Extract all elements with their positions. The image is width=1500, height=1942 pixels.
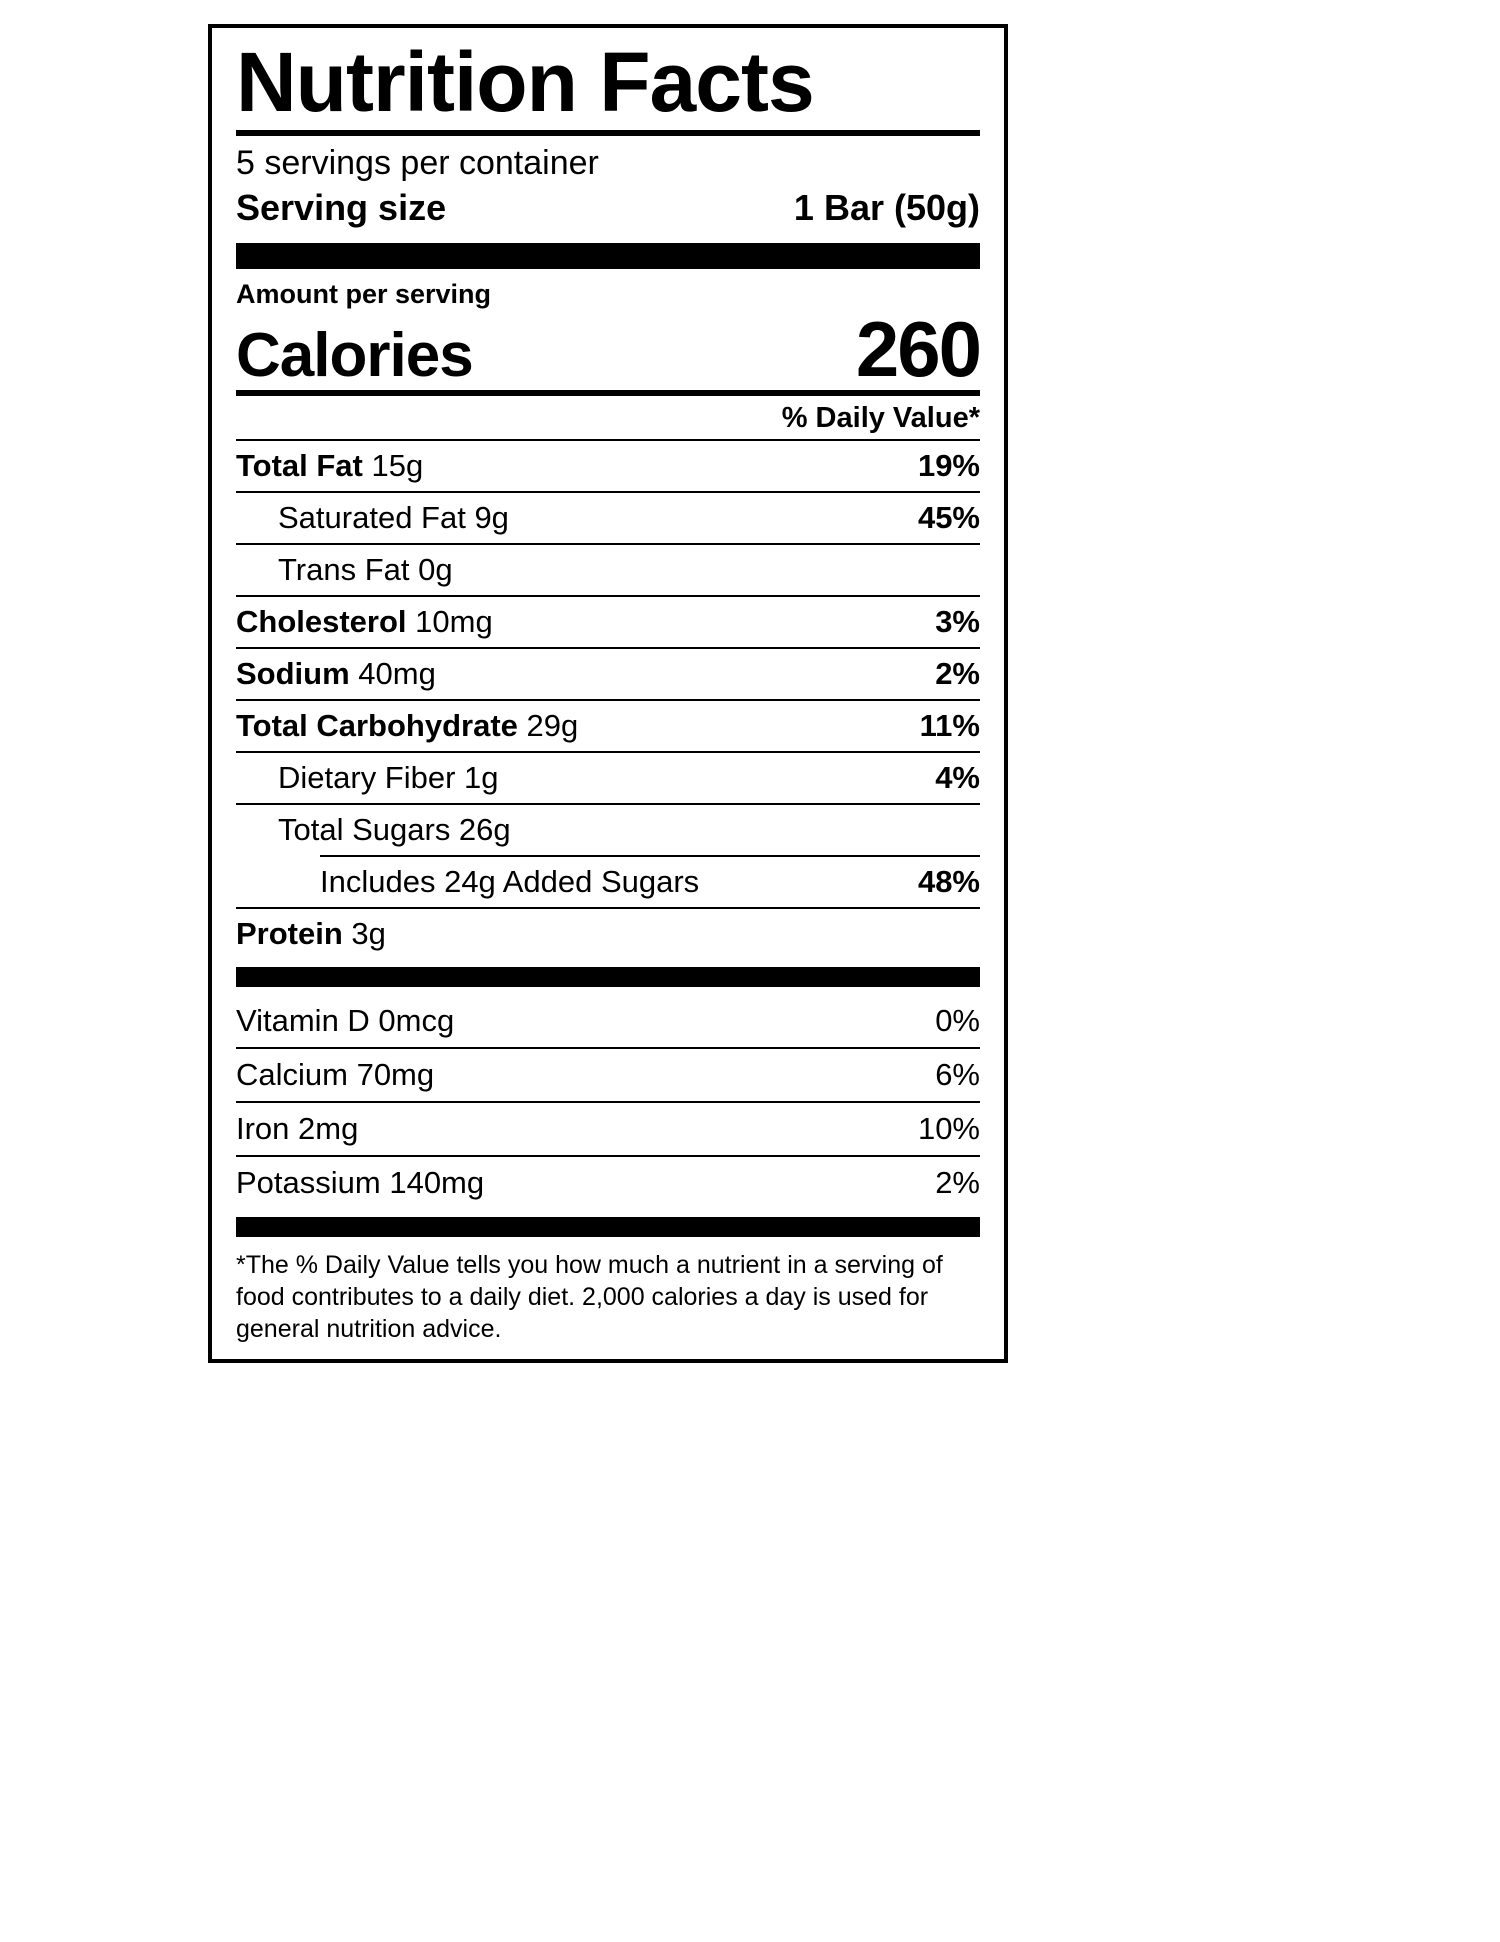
divider-thick-top bbox=[236, 243, 980, 269]
cholesterol-amount: 10mg bbox=[415, 603, 493, 639]
calories-value: 260 bbox=[855, 304, 980, 393]
nutrient-row-cholesterol bbox=[236, 595, 980, 647]
potassium-label: Potassium 140mg bbox=[236, 1164, 485, 1200]
cholesterol-label: Cholesterol bbox=[236, 603, 407, 639]
vitamin-d-label: Vitamin D 0mcg bbox=[236, 1002, 455, 1038]
serving-size-value: 1 Bar (50g) bbox=[793, 186, 980, 228]
nutrient-row-saturated-fat bbox=[236, 491, 980, 543]
divider-thick-vitamins bbox=[236, 967, 980, 987]
saturated-fat-label: Saturated Fat 9g bbox=[278, 499, 509, 535]
vitamin-row-iron bbox=[236, 1101, 980, 1155]
added-sugars-dv: 48% bbox=[917, 863, 980, 899]
total-carbohydrate-label: Total Carbohydrate bbox=[236, 707, 518, 743]
iron-label: Iron 2mg bbox=[236, 1110, 359, 1146]
vitamin-d-dv: 0% bbox=[935, 1002, 980, 1038]
saturated-fat-dv: 45% bbox=[917, 499, 980, 535]
added-sugars-label: Includes 24g Added Sugars bbox=[320, 863, 700, 899]
calcium-dv: 6% bbox=[935, 1056, 980, 1092]
total-sugars-label: Total Sugars 26g bbox=[278, 811, 511, 847]
vitamin-row-vitamin-d bbox=[236, 995, 980, 1047]
dietary-fiber-dv: 4% bbox=[935, 759, 980, 795]
nutrient-row-dietary-fiber bbox=[236, 751, 980, 803]
nutrient-row-sodium bbox=[236, 647, 980, 699]
cholesterol-dv: 3% bbox=[935, 603, 980, 639]
trans-fat-label: Trans Fat 0g bbox=[278, 551, 453, 587]
nutrient-row-total-fat bbox=[236, 439, 980, 491]
sodium-label: Sodium bbox=[236, 655, 350, 691]
nutrient-row-protein bbox=[236, 907, 980, 959]
serving-size-row bbox=[236, 187, 980, 237]
nutrition-facts-label bbox=[208, 24, 1008, 1363]
serving-size-label: Serving size bbox=[236, 186, 447, 228]
daily-value-footnote: *The % Daily Value tells you how much a nutrient in a serving of food contributes to a daily diet. 2,000 calories a day is used for general nutrition advice. bbox=[236, 1250, 943, 1343]
sodium-dv: 2% bbox=[935, 655, 980, 691]
iron-dv: 10% bbox=[917, 1110, 980, 1146]
servings-per-container: 5 servings per container bbox=[236, 144, 599, 182]
divider-thick-footnote bbox=[236, 1217, 980, 1237]
nutrient-row-added-sugars bbox=[320, 855, 980, 907]
calories-label: Calories bbox=[236, 321, 473, 391]
protein-label: Protein bbox=[236, 915, 343, 951]
dietary-fiber-label: Dietary Fiber 1g bbox=[278, 759, 499, 795]
amount-per-serving-label: Amount per serving bbox=[236, 278, 492, 309]
total-carbohydrate-dv: 11% bbox=[919, 707, 980, 743]
vitamin-row-potassium bbox=[236, 1155, 980, 1209]
total-fat-label: Total Fat bbox=[236, 447, 363, 483]
calcium-label: Calcium 70mg bbox=[236, 1056, 435, 1092]
daily-value-header: % Daily Value* bbox=[781, 401, 980, 434]
nutrient-row-total-sugars bbox=[236, 803, 980, 855]
protein-amount: 3g bbox=[351, 915, 386, 951]
total-fat-amount: 15g bbox=[371, 447, 424, 483]
calories-row bbox=[236, 304, 980, 393]
nutrient-row-trans-fat bbox=[236, 543, 980, 595]
total-carbohydrate-amount: 29g bbox=[526, 707, 579, 743]
sodium-amount: 40mg bbox=[358, 655, 436, 691]
total-fat-dv: 19% bbox=[917, 447, 980, 483]
nutrient-row-total-carbohydrate bbox=[236, 699, 980, 751]
page-title: Nutrition Facts bbox=[236, 35, 814, 129]
vitamin-row-calcium bbox=[236, 1047, 980, 1101]
potassium-dv: 2% bbox=[935, 1164, 980, 1200]
